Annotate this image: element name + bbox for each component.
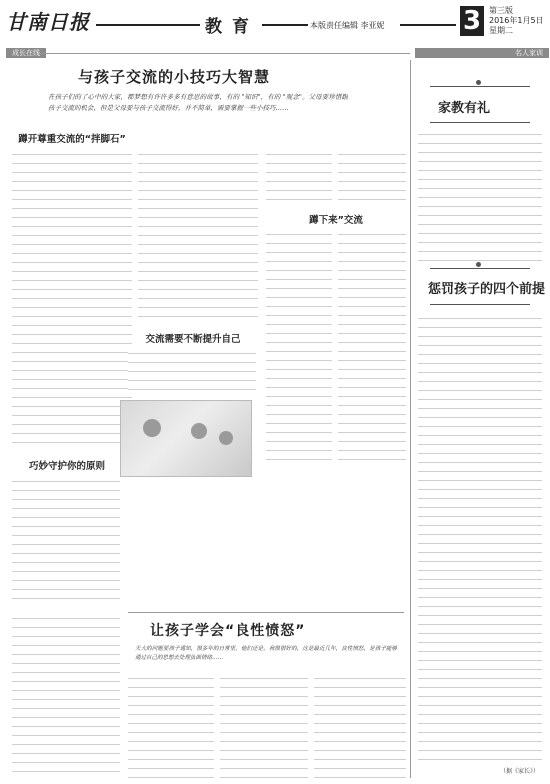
edition-info xyxy=(489,6,544,36)
masthead xyxy=(0,0,550,44)
right-article-1-title: 家教有礼 xyxy=(438,101,491,116)
photo-figure xyxy=(143,419,161,437)
article-2-title: 蹲下来”交流 xyxy=(309,215,363,226)
article-5-divider xyxy=(128,612,404,613)
edition-line: 第三版 xyxy=(489,6,513,15)
editor-credit: 本版责任编辑 李亚妮 xyxy=(310,21,385,30)
article-3-title: 巧妙守护你的原则 xyxy=(28,461,105,472)
top-divider xyxy=(40,53,410,54)
article-2-body-a xyxy=(266,228,332,468)
masthead-rule-left xyxy=(96,24,200,26)
ornament-dot xyxy=(476,262,481,267)
article-4-title: 交流需要不断提升自己 xyxy=(145,334,241,345)
edition-date: 2016年1月5日 xyxy=(489,16,544,25)
right-article-2-body xyxy=(418,312,542,762)
article-5-body-a xyxy=(128,672,214,778)
masthead-rule-mid xyxy=(262,24,308,26)
right-article-2-byline: （据《家长》） xyxy=(500,768,540,775)
column-divider xyxy=(410,60,411,778)
article-5-side-body xyxy=(12,612,120,778)
ornament-bar xyxy=(430,268,530,269)
article-2-body-top-b xyxy=(338,148,406,208)
right-article-2-title: 惩罚孩子的四个前提 xyxy=(428,282,546,297)
right-column-tag: 名人家训 xyxy=(415,48,549,58)
ornament-bar xyxy=(430,122,530,123)
photo-figure xyxy=(219,431,233,445)
article-2-body-b xyxy=(338,228,406,468)
article-2-body-top-a xyxy=(266,148,332,208)
main-headline: 与孩子交流的小技巧大智慧 xyxy=(78,68,271,86)
photo-figure xyxy=(191,423,207,439)
ornament-bar xyxy=(430,86,530,87)
left-column-tag: 成长在线 xyxy=(6,48,46,58)
ornament-r1-bottom xyxy=(430,104,530,124)
article-photo xyxy=(120,400,252,477)
article-5-body-b xyxy=(220,672,308,778)
edition-weekday: 星期二 xyxy=(489,26,513,35)
article-4-body xyxy=(128,347,256,397)
ornament-r2-bottom xyxy=(430,286,530,306)
article-1-title: 蹲开尊重交流的“拌脚石” xyxy=(18,134,126,145)
article-5-lead: 天大的问题要孩子通知，很多年的日常里，他们还是。我很很好的，这是最近几年，良性愤怒，是孩子能够通过自己的思想去处理负面情绪…… xyxy=(135,646,397,661)
ornament-bar xyxy=(430,304,530,305)
newspaper-logo: 甘南日报 xyxy=(6,10,90,34)
article-1-body-cont xyxy=(138,148,258,318)
page-number: 3 xyxy=(460,6,484,36)
article-3-body xyxy=(12,475,120,605)
article-5-body-c xyxy=(314,672,406,778)
article-1-body xyxy=(12,148,132,448)
masthead-rule-right xyxy=(400,24,456,26)
right-article-1-body xyxy=(418,128,542,263)
section-title: 教育 xyxy=(205,17,259,37)
ornament-dot xyxy=(476,80,481,85)
article-5-title: 让孩子学会“良性愤怒” xyxy=(150,623,306,639)
main-lead: 在孩子们的了心中的大家，都梦想有许许多多有意思的故事，有的 "知识"，有的 "观念"。父母要珍惜跟孩子交流的机会，但是父母要与孩子交流得好，并不简单，需要掌握一些小技巧…… xyxy=(48,93,348,112)
